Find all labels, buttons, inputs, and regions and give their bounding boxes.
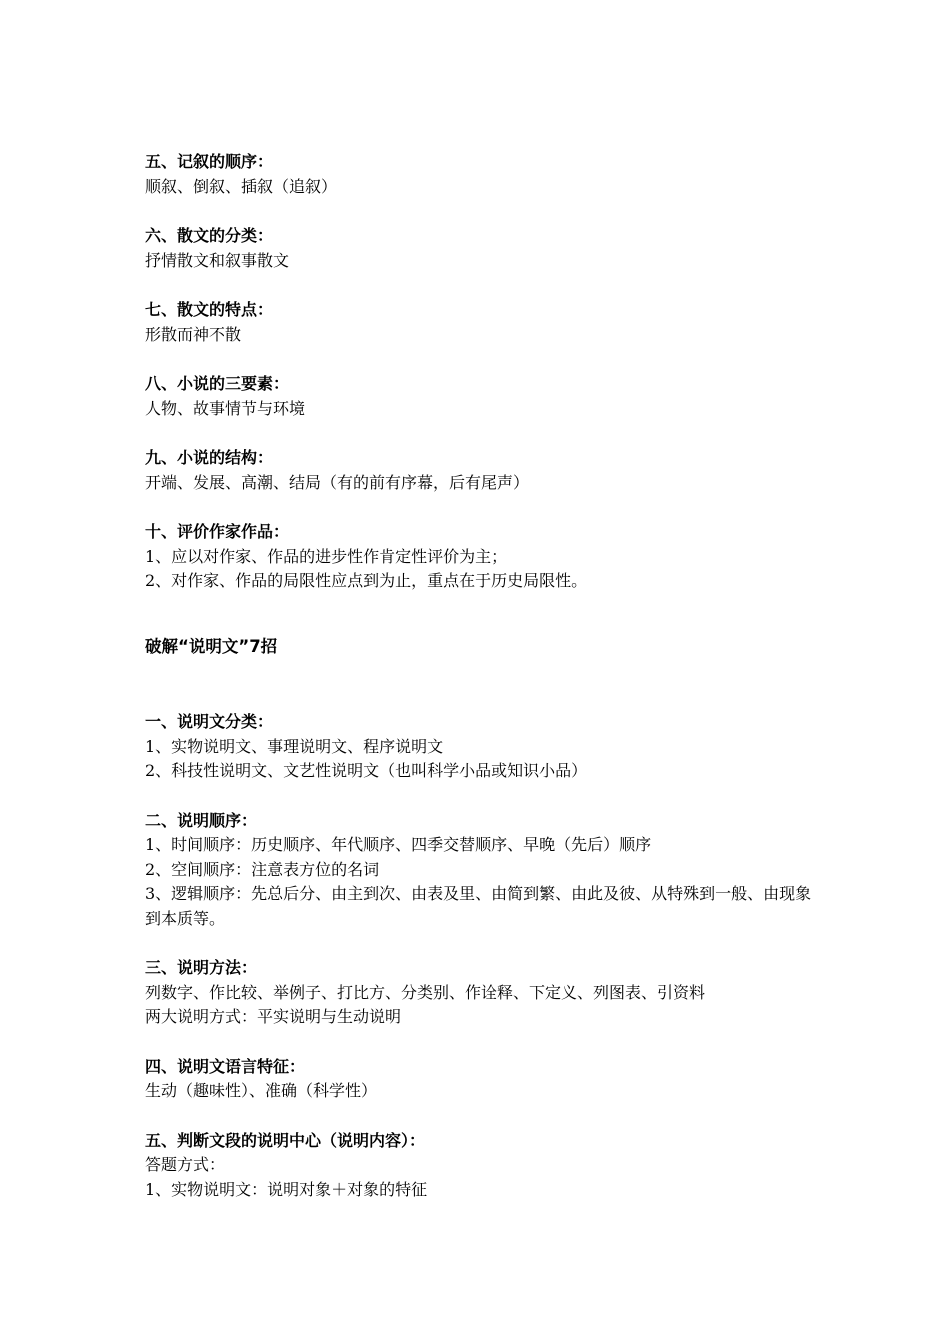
section-line: 形散而神不散 bbox=[145, 324, 242, 344]
section-expository-methods bbox=[145, 956, 825, 1030]
section-line: 1、时间顺序：历史顺序、年代顺序、四季交替顺序、早晚（先后）顺序 bbox=[145, 835, 652, 854]
section-heading: 三、说明方法： bbox=[145, 958, 258, 977]
section-line: 顺叙、倒叙、插叙（追叙） bbox=[145, 176, 338, 196]
section-heading: 十、评价作家作品： bbox=[145, 522, 290, 541]
expository-title: 破解“说明文”7招 bbox=[145, 636, 278, 656]
section-line: 2、空间顺序：注意表方位的名词 bbox=[145, 859, 380, 879]
section-heading: 九、小说的结构： bbox=[145, 448, 274, 467]
section-heading: 七、散文的特点： bbox=[145, 300, 274, 319]
section-heading: 四、说明文语言特征： bbox=[145, 1056, 306, 1076]
document-content bbox=[145, 150, 825, 1227]
section-judge-center bbox=[145, 1129, 825, 1203]
section-line: 两大说明方式：平实说明与生动说明 bbox=[145, 1007, 402, 1026]
section-line: 抒情散文和叙事散文 bbox=[145, 250, 290, 270]
section-prose-features bbox=[145, 298, 825, 347]
section-heading: 二、说明顺序： bbox=[145, 810, 258, 830]
section-line: 人物、故事情节与环境 bbox=[145, 398, 306, 418]
section-narrative-order bbox=[145, 150, 825, 199]
section-heading: 五、记叙的顺序： bbox=[145, 152, 274, 171]
section-novel-structure bbox=[145, 446, 825, 495]
section-evaluate-works bbox=[145, 520, 825, 594]
section-line: 2、科技性说明文、文艺性说明文（也叫科学小品或知识小品） bbox=[145, 761, 588, 780]
section-line: 2、对作家、作品的局限性应点到为止，重点在于历史局限性。 bbox=[145, 571, 588, 590]
section-line: 生动（趣味性）、准确（科学性） bbox=[145, 1081, 378, 1100]
section-language-features bbox=[145, 1055, 825, 1104]
section-heading: 五、判断文段的说明中心（说明内容）： bbox=[145, 1130, 426, 1150]
section-heading: 一、说明文分类： bbox=[145, 712, 274, 731]
section-heading: 六、散文的分类： bbox=[145, 226, 274, 245]
section-expository-order bbox=[145, 809, 825, 932]
section-line: 列数字、作比较、举例子、打比方、分类别、作诠释、下定义、列图表、引资料 bbox=[145, 982, 706, 1002]
section-novel-elements bbox=[145, 372, 825, 421]
section-line: 开端、发展、高潮、结局（有的前有序幕，后有尾声） bbox=[145, 472, 530, 492]
section-line: 1、实物说明文、事理说明文、程序说明文 bbox=[145, 736, 444, 756]
section-heading: 八、小说的三要素： bbox=[145, 374, 290, 393]
section-line: 1、应以对作家、作品的进步性作肯定性评价为主； bbox=[145, 546, 508, 566]
section-line: 3、逻辑顺序：先总后分、由主到次、由表及里、由简到繁、由此及彼、从特殊到一般、由现象到本质等。 bbox=[145, 884, 812, 928]
section-line: 1、实物说明文：说明对象＋对象的特征 bbox=[145, 1179, 428, 1199]
section-expository-types bbox=[145, 710, 825, 784]
section-prose-types bbox=[145, 224, 825, 273]
section-line: 答题方式： bbox=[145, 1155, 226, 1174]
